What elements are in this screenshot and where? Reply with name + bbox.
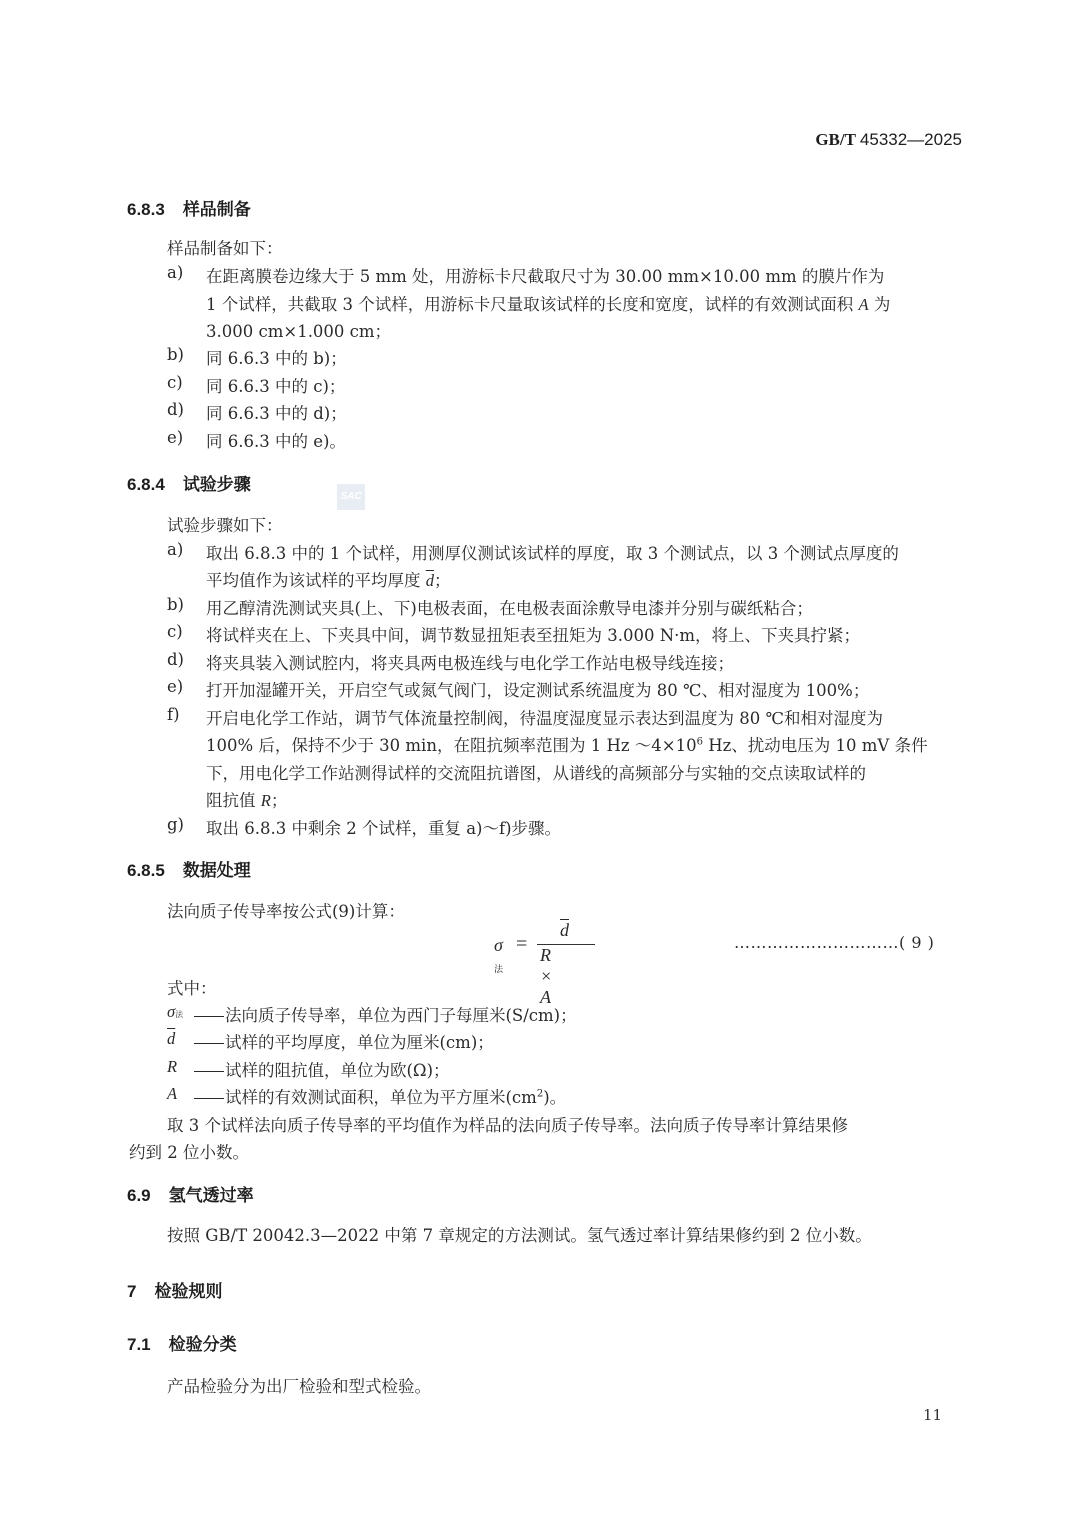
em-dash	[194, 1071, 224, 1072]
list-item-text: 同 6.6.3 中的 d)；	[206, 404, 347, 423]
chapter-title: 检验规则	[154, 1282, 223, 1301]
list-label: a)	[167, 540, 184, 559]
list-label: d)	[167, 650, 184, 669]
chapter-number: 7	[127, 1282, 137, 1301]
list-label: e)	[167, 677, 184, 696]
list-item-text: 取出 6.8.3 中的 1 个试样，用测厚仪测试该试样的厚度，取 3 个测试点，以 3 个测试点厚度的	[206, 544, 899, 563]
definition: 试样的阻抗值，单位为欧(Ω)；	[225, 1061, 450, 1080]
section-number: 7.1	[127, 1335, 151, 1354]
list-item-text-cont: 下，用电化学工作站测得试样的交流阻抗谱图，从谱线的高频部分与实轴的交点读取试样的	[206, 764, 866, 783]
symbol-subscript: 法	[175, 1010, 184, 1019]
list-item-text: 同 6.6.3 中的 e)。	[206, 432, 346, 451]
list-item-text: 在距离膜卷边缘大于 5 mm 处，用游标卡尺截取尺寸为 30.00 mm×10.00 mm 的膜片作为	[206, 267, 885, 286]
list-item-text-cont	[206, 732, 928, 756]
definition: 试样的平均厚度，单位为厘米(cm)；	[225, 1033, 494, 1052]
list-item-text-cont	[206, 567, 451, 591]
em-dash	[194, 1098, 224, 1099]
section-number: 6.8.5	[127, 861, 165, 880]
em-dash	[194, 1016, 224, 1017]
section-title: 样品制备	[182, 200, 251, 219]
sac-watermark-logo: SAC	[337, 484, 365, 510]
sigma-symbol: σ	[494, 935, 503, 955]
line-text: Hz、扰动电压为 10 mV 条件	[702, 736, 928, 755]
variable-a: A	[858, 295, 869, 314]
list-item-text: 将试样夹在上、下夹具中间，调节数显扭矩表至扭矩为 3.000 N·m，将上、下夹具拧紧；	[206, 626, 861, 645]
intro-text: 样品制备如下：	[167, 239, 283, 258]
list-item-text: 将夹具装入测试腔内，将夹具两电极连线与电化学工作站电极导线连接；	[206, 654, 734, 673]
conclusion-text: 取 3 个试样法向质子传导率的平均值作为样品的法向质子传导率。法向质子传导率计算结果修	[167, 1116, 848, 1135]
list-item-text: 取出 6.8.3 中剩余 2 个试样，重复 a)～f)步骤。	[206, 819, 562, 838]
definition-text	[194, 1084, 566, 1108]
section-6-9-heading	[127, 1181, 254, 1206]
symbol: σ	[167, 1002, 176, 1021]
equation-number: …………………………( 9 )	[734, 933, 935, 952]
section-title: 检验分类	[168, 1335, 237, 1354]
def-symbol-r: R	[167, 1057, 178, 1076]
section-title: 氢气透过率	[168, 1186, 254, 1205]
conclusion-text-cont: 约到 2 位小数。	[129, 1143, 249, 1162]
line-text: 1 个试样，共截取 3 个试样，用游标卡尺量取该试样的长度和宽度，试样的有效测试面积	[206, 295, 854, 314]
section-number: 6.8.4	[127, 475, 165, 494]
section-number: 6.9	[127, 1186, 151, 1205]
line-tail: 为	[873, 295, 891, 314]
exponent: 2	[536, 1088, 544, 1100]
definition: 法向质子传导率，单位为西门子每厘米(S/cm)；	[225, 1006, 577, 1025]
section-6-8-3-heading	[127, 195, 251, 220]
equals-sign: =	[516, 933, 528, 955]
list-label: e)	[167, 428, 184, 447]
list-label: g)	[167, 815, 184, 834]
list-label: a)	[167, 263, 184, 282]
section-6-8-5-heading	[127, 856, 251, 881]
list-item-text-cont: 3.000 cm×1.000 cm；	[206, 322, 392, 341]
definition: 试样的有效测试面积，单位为平方厘米(cm	[225, 1088, 537, 1107]
definition-text	[194, 1002, 577, 1026]
def-symbol-sigma	[167, 1002, 183, 1022]
list-label: c)	[167, 373, 183, 392]
intro-text: 法向质子传导率按公式(9)计算：	[167, 902, 405, 921]
list-item-text: 用乙醇清洗测试夹具(上、下)电极表面，在电极表面涂敷导电漆并分别与碳纸粘合；	[206, 599, 813, 618]
line-text: 平均值作为该试样的平均厚度	[206, 571, 421, 590]
list-label: b)	[167, 595, 184, 614]
list-item-text: 开启电化学工作站，调节气体流量控制阀，待温度湿度显示表达到温度为 80 ℃和相对湿度为	[206, 709, 883, 728]
line-end: ；	[270, 791, 288, 810]
intro-text: 试验步骤如下：	[167, 516, 283, 535]
line-text: 100% 后，保持不少于 30 min，在阻抗频率范围为 1 Hz ～4×10	[206, 736, 697, 755]
page-number: 11	[923, 1406, 943, 1424]
list-item-text-cont	[206, 291, 890, 315]
list-item-text-cont	[206, 787, 287, 811]
standard-prefix: GB/T	[815, 130, 856, 149]
variable-d-bar: $\overline{d}$	[425, 571, 434, 590]
def-symbol-d: $\overline{d}$	[167, 1029, 176, 1048]
section-6-8-4-heading	[127, 470, 251, 495]
list-label: d)	[167, 400, 184, 419]
line-text: 阻抗值	[206, 791, 256, 810]
section-title: 数据处理	[182, 861, 251, 880]
standard-code	[815, 130, 962, 150]
list-label: c)	[167, 622, 183, 641]
where-label: 式中：	[167, 979, 217, 998]
list-item-text: 同 6.6.3 中的 c)；	[206, 377, 346, 396]
def-symbol-a: A	[167, 1084, 178, 1103]
paragraph: 产品检验分为出厂检验和型式检验。	[167, 1377, 431, 1396]
section-7-1-heading	[127, 1330, 237, 1355]
standard-number: 45332—2025	[859, 130, 962, 149]
exponent: 6	[696, 736, 703, 748]
em-dash	[194, 1043, 224, 1044]
formula-lhs	[494, 935, 503, 977]
chapter-7-heading	[127, 1277, 222, 1302]
list-label: b)	[167, 345, 184, 364]
paragraph: 按照 GB/T 20042.3—2022 中第 7 章规定的方法测试。氢气透过率计算结果修约到 2 位小数。	[167, 1226, 872, 1245]
variable-r: R	[260, 791, 271, 810]
definition-end: )。	[543, 1088, 567, 1107]
list-label: f)	[167, 705, 180, 724]
formula-numerator: $\overline{d}$	[560, 920, 569, 940]
section-title: 试验步骤	[182, 475, 251, 494]
definition-text	[194, 1029, 494, 1053]
sigma-subscript: 法	[494, 964, 504, 974]
line-end: ；	[434, 571, 451, 590]
list-item-text: 同 6.6.3 中的 b)；	[206, 349, 347, 368]
definition-text	[194, 1057, 450, 1081]
formula-denominator: R × A	[540, 945, 553, 1007]
list-item-text: 打开加湿罐开关，开启空气或氮气阀门，设定测试系统温度为 80 ℃、相对湿度为 100%；	[206, 681, 870, 700]
section-number: 6.8.3	[127, 200, 165, 219]
